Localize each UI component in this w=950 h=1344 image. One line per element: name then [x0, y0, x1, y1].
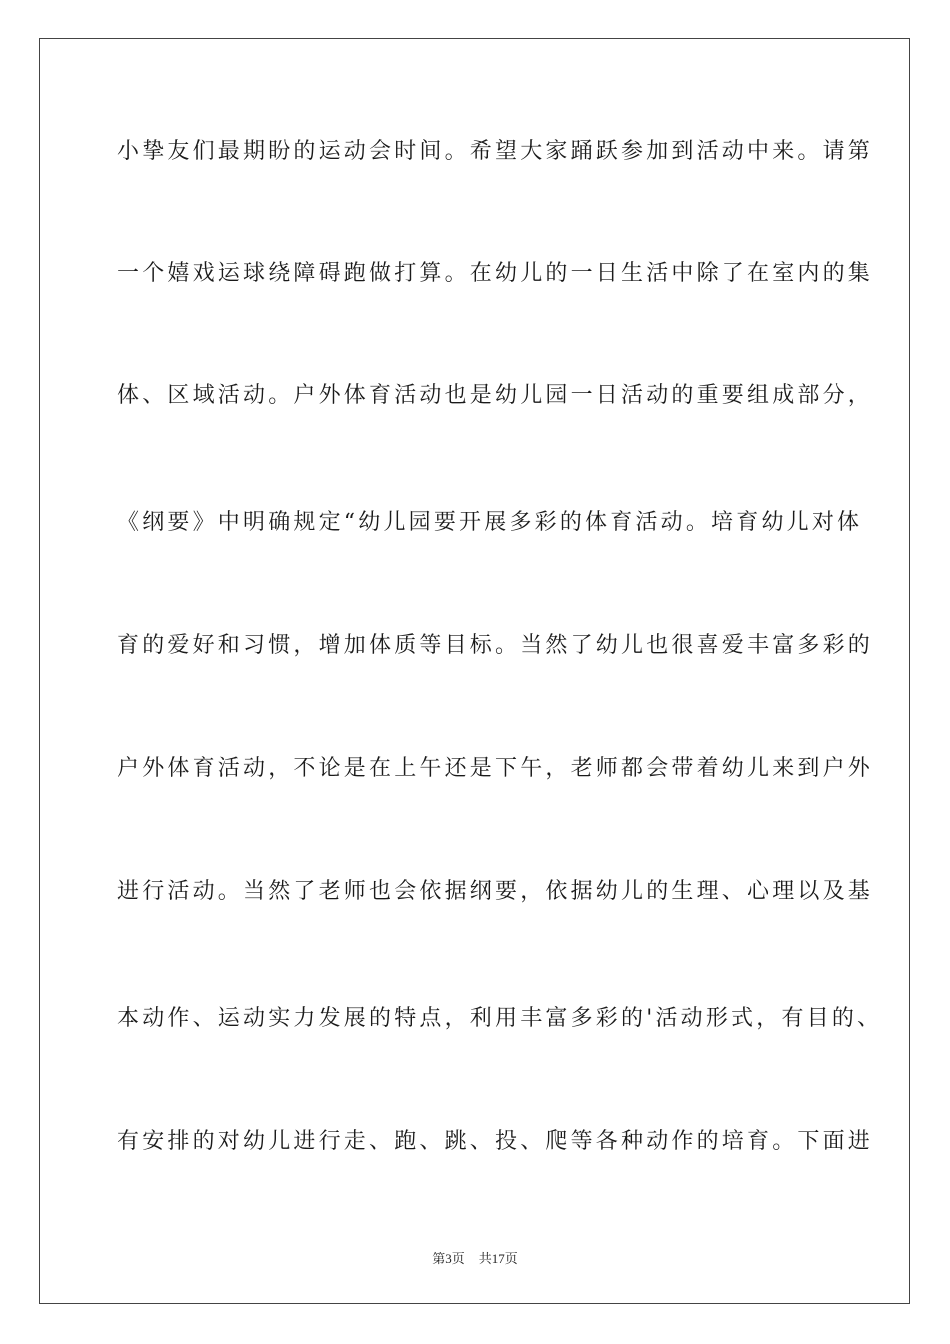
- text-line: 小挚友们最期盼的运动会时间。希望大家踊跃参加到活动中来。请第: [117, 139, 874, 164]
- page-total: 共17页: [478, 1251, 518, 1266]
- text-line: 户外体育活动，不论是在上午还是下午，老师都会带着幼儿来到户外: [117, 756, 874, 781]
- text-line: 有安排的对幼儿进行走、跑、跳、投、爬等各种动作的培育。下面进: [117, 1129, 874, 1154]
- text-line: 本动作、运动实力发展的特点，利用丰富多彩的'活动形式，有目的、: [117, 1006, 883, 1031]
- text-line: 育的爱好和习惯，增加体质等目标。当然了幼儿也很喜爱丰富多彩的: [117, 633, 874, 658]
- page-number: 第3页: [432, 1251, 465, 1266]
- page-border: [39, 38, 910, 1304]
- page-footer: [0, 1248, 950, 1267]
- text-line: 体、区域活动。户外体育活动也是幼儿园一日活动的重要组成部分，: [117, 383, 874, 408]
- text-line: 一个嬉戏运球绕障碍跑做打算。在幼儿的一日生活中除了在室内的集: [117, 261, 874, 286]
- text-line: 《纲要》中明确规定“幼儿园要开展多彩的体育活动。培育幼儿对体: [117, 510, 863, 535]
- text-line: 进行活动。当然了老师也会依据纲要，依据幼儿的生理、心理以及基: [117, 879, 874, 904]
